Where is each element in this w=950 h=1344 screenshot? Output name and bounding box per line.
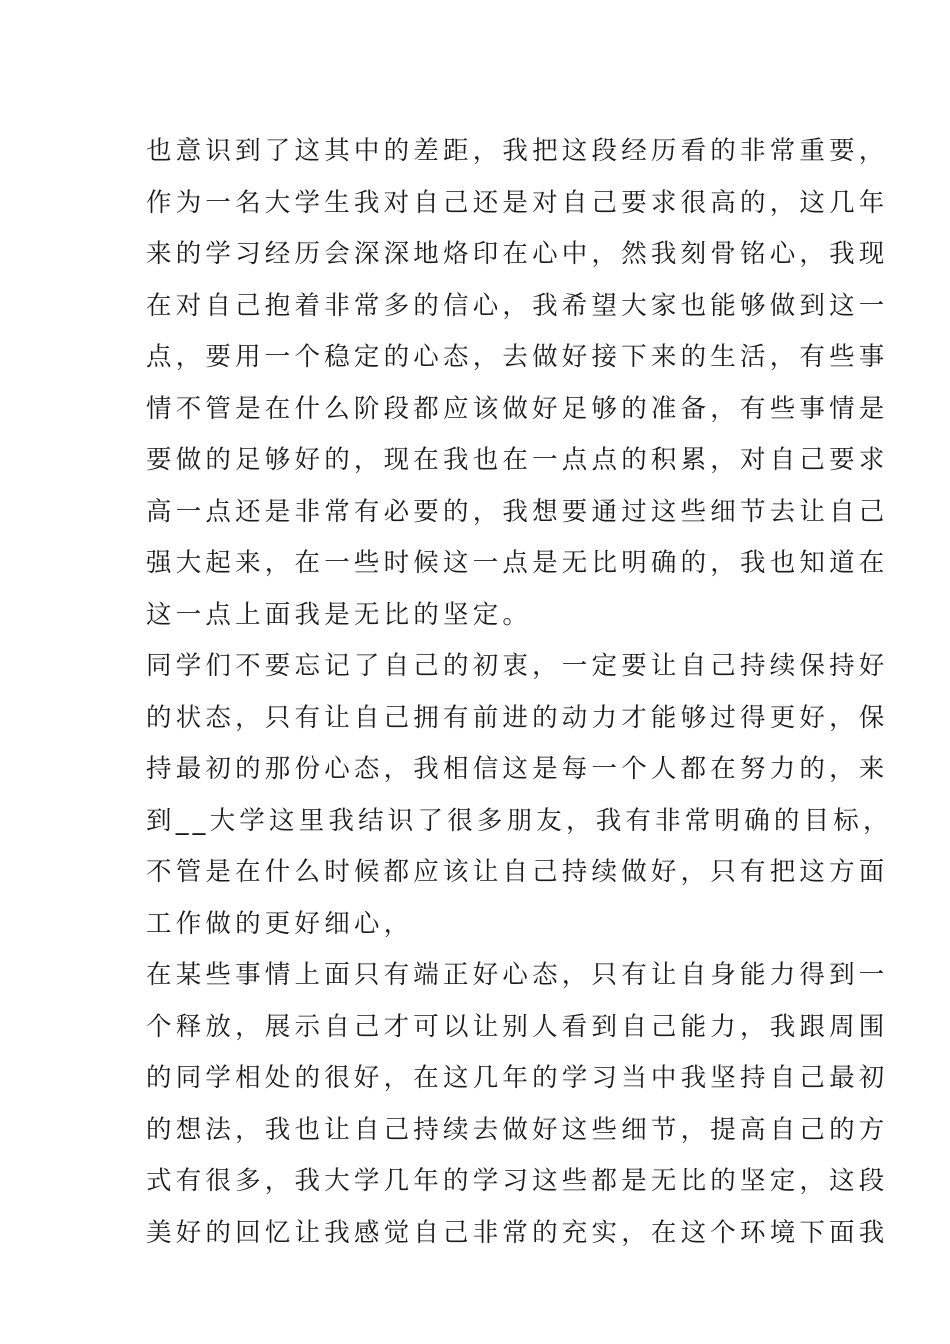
text-line: 这一点上面我是无比的坚定。 [146,599,533,630]
text-line: 高一点还是非常有必要的，我想要通过这些细节去让自己 [146,496,889,527]
text-line: 在某些事情上面只有端正好心态，只有让自身能力得到一 [146,960,889,990]
text-line: 到__大学这里我结识了很多朋友，我有非常明确的目标， [146,805,893,836]
text-line: 工作做的更好细心， [146,908,414,939]
text-line: 美好的回忆让我感觉自己非常的充实，在这个环境下面我 [146,1217,889,1248]
text-line: 要做的足够好的，现在我也在一点点的积累，对自己要求 [146,445,889,475]
text-line: 同学们不要忘记了自己的初衷，一定要让自己持续保持好 [146,651,889,681]
text-line: 作为一名大学生我对自己还是对自己要求很高的，这几年 [146,187,889,218]
text-line: 点，要用一个稳定的心态，去做好接下来的生活，有些事 [146,342,889,372]
text-line: 的状态，只有让自己拥有前进的动力才能够过得更好，保 [146,702,889,733]
text-line: 持最初的那份心态，我相信这是每一个人都在努力的，来 [146,754,889,784]
text-line: 的同学相处的很好，在这几年的学习当中我坚持自己最初 [146,1063,889,1093]
text-line: 来的学习经历会深深地烙印在心中，然我刻骨铭心，我现 [146,239,889,269]
text-line: 强大起来，在一些时候这一点是无比明确的，我也知道在 [146,548,889,578]
text-line: 的想法，我也让自己持续去做好这些细节，提高自己的方 [146,1114,889,1145]
text-line: 在对自己抱着非常多的信心，我希望大家也能够做到这一 [146,290,889,321]
text-line: 个释放，展示自己才可以让别人看到自己能力，我跟周围 [146,1011,889,1042]
text-line: 情不管是在什么阶段都应该做好足够的准备，有些事情是 [146,393,889,424]
text-line: 式有很多，我大学几年的学习这些都是无比的坚定，这段 [146,1166,889,1196]
body-text [146,126,893,1259]
text-line: 不管是在什么时候都应该让自己持续做好，只有把这方面 [146,857,889,887]
text-line: 也意识到了这其中的差距，我把这段经历看的非常重要， [146,136,889,166]
